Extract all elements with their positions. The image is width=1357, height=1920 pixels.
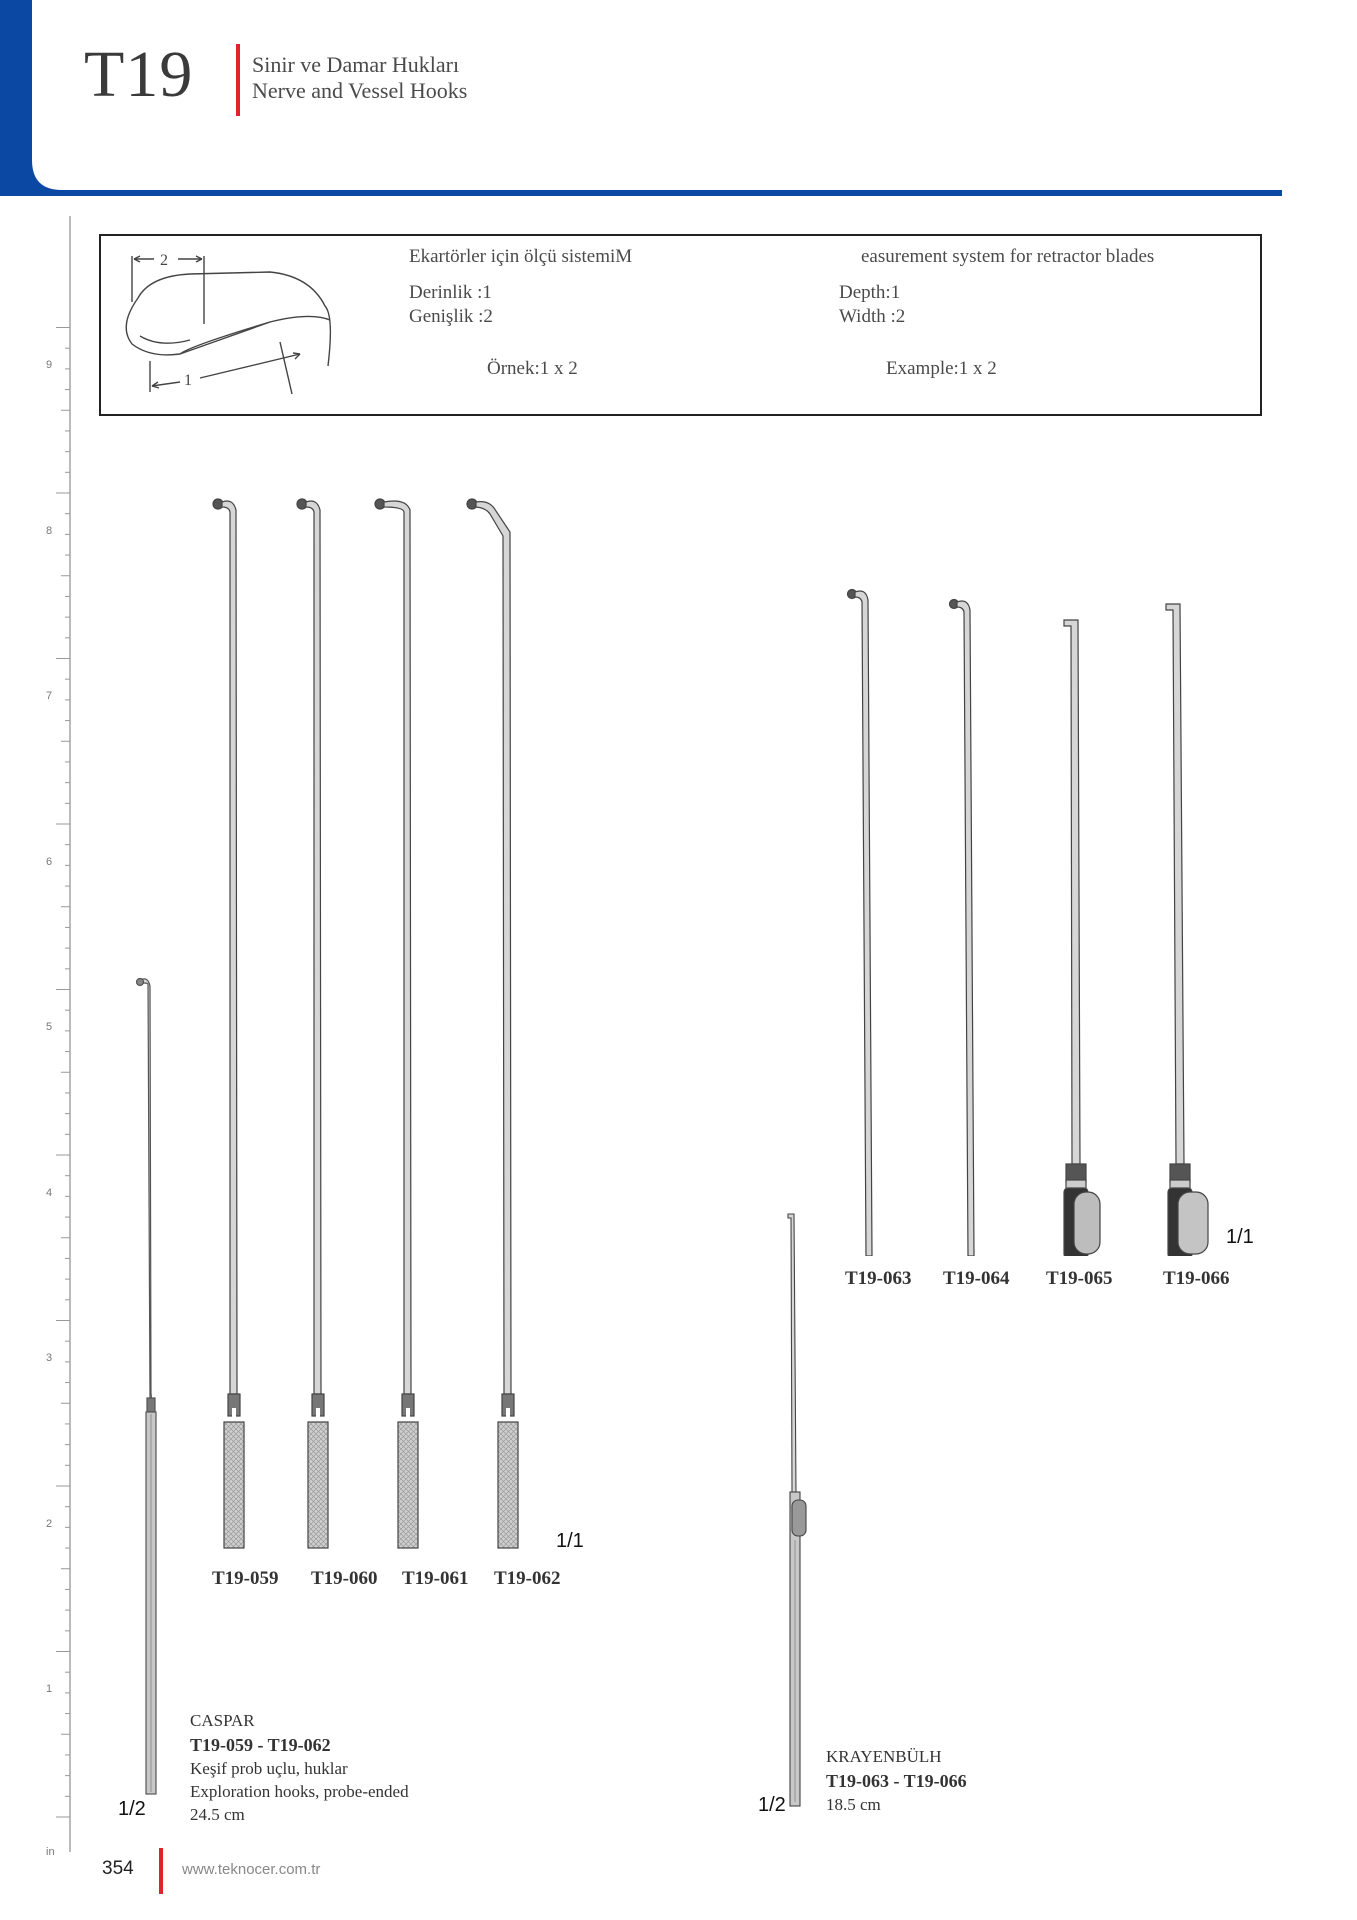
example-label-turkish: Örnek:1 x 2: [487, 358, 578, 379]
ruler-number: 6: [46, 856, 53, 868]
measurement-title-turkish: Ekartörler için ölçü sistemiM: [409, 246, 633, 267]
code-label-t19-066: T19-066: [1163, 1268, 1230, 1289]
krayenbulh-hook-half-scale-image: [778, 1210, 818, 1816]
ruler-number: 8: [46, 525, 53, 537]
caspar-caption: [190, 1710, 409, 1827]
krayenbulh-name: KRAYENBÜLH: [826, 1747, 942, 1766]
code-label-t19-061: T19-061: [402, 1568, 469, 1589]
section-title-turkish: Sinir ve Damar Hukları: [252, 52, 460, 77]
diagram-width-label: 2: [160, 252, 168, 269]
caspar-code-range: T19-059 - T19-062: [190, 1734, 331, 1755]
header-divider: [236, 44, 240, 116]
caspar-hook-half-scale-image: [128, 974, 168, 1824]
depth-label-english: Depth:1: [839, 282, 901, 303]
width-label-turkish: Genişlik :2: [409, 306, 493, 327]
krayenbulh-caption: [826, 1746, 967, 1817]
example-label-english: Example:1 x 2: [886, 358, 997, 379]
footer-divider: [159, 1848, 163, 1894]
section-title-english: Nerve and Vessel Hooks: [252, 78, 468, 103]
ruler-number: 2: [46, 1518, 53, 1530]
caspar-description-english: Exploration hooks, probe-ended: [190, 1781, 409, 1801]
code-label-t19-064: T19-064: [943, 1268, 1010, 1289]
diagram-depth-label: 1: [184, 372, 192, 389]
code-label-t19-065: T19-065: [1046, 1268, 1113, 1289]
code-label-t19-063: T19-063: [845, 1268, 912, 1289]
width-label-english: Width :2: [839, 306, 906, 327]
krayenbulh-length: 18.5 cm: [826, 1794, 881, 1814]
scale-half-caspar: 1/2: [118, 1798, 146, 1820]
scale-full-caspar: 1/1: [556, 1530, 584, 1552]
retractor-blade-diagram: [120, 246, 350, 396]
page-number: 354: [102, 1858, 134, 1879]
scale-full-krayenbulh: 1/1: [1226, 1226, 1254, 1248]
ruler-number: 4: [46, 1187, 53, 1199]
code-label-t19-060: T19-060: [311, 1568, 378, 1589]
ruler-number: 5: [46, 1021, 53, 1033]
caspar-name: CASPAR: [190, 1711, 255, 1730]
caspar-hooks-full-scale-image: [206, 494, 546, 1559]
ruler-unit: in: [46, 1846, 55, 1858]
inch-ruler: [40, 216, 74, 1852]
ruler-number: 3: [46, 1352, 53, 1364]
ruler-number: 9: [46, 359, 53, 371]
caspar-description-turkish: Keşif prob uçlu, huklar: [190, 1758, 348, 1778]
website-link[interactable]: www.teknocer.com.tr: [182, 1861, 321, 1878]
depth-label-turkish: Derinlik :1: [409, 282, 492, 303]
krayenbulh-hooks-full-scale-image: [840, 584, 1220, 1256]
scale-half-krayenbulh: 1/2: [758, 1794, 786, 1816]
krayenbulh-code-range: T19-063 - T19-066: [826, 1770, 967, 1791]
code-label-t19-062: T19-062: [494, 1568, 561, 1589]
measurement-title-english: easurement system for retractor blades: [861, 246, 1155, 267]
code-label-t19-059: T19-059: [212, 1568, 279, 1589]
caspar-length: 24.5 cm: [190, 1804, 245, 1824]
section-code: T19: [84, 38, 194, 111]
ruler-number: 7: [46, 690, 53, 702]
ruler-number: 1: [46, 1683, 53, 1695]
